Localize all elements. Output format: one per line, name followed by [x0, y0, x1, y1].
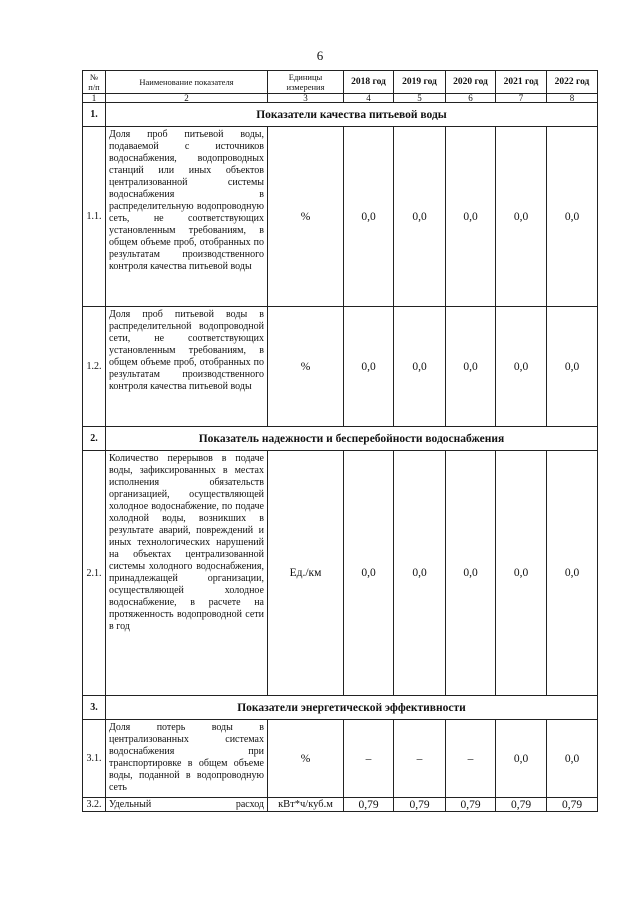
- value-cell: 0,0: [547, 307, 598, 427]
- section-row: [83, 427, 598, 451]
- section-number: 3.: [83, 696, 106, 720]
- table-row: [83, 798, 598, 812]
- page-number: 6: [316, 48, 324, 63]
- indicator-name: Доля проб питьевой воды, подаваемой с источников водоснабжения, водопроводных станций или иных объектов централизованной системы водоснабжения в распределительную водопроводную сеть, не соответствующих установленным требованиям, в общем объеме проб, отобранных по результатам производственного контроля качества питьевой воды: [106, 127, 268, 307]
- header-year: 2020 год: [446, 71, 496, 94]
- value-cell: 0,0: [394, 127, 446, 307]
- value-cell: 0,0: [446, 451, 496, 696]
- table-row: [83, 451, 598, 696]
- indicator-name: Количество перерывов в подаче воды, зафиксированных в местах исполнения обязательств организацией, осуществляющей холодное водоснабжение, по подаче холодной воды, возникших в результате аварий, повреждений и иных технологических нарушений на объектах централизованной системы холодного водоснабжения, принадлежащей организации, осуществляющей холодное водоснабжение, в расчете на протяженность водопроводной сети в год: [106, 451, 268, 696]
- value-cell: 0,79: [547, 798, 598, 812]
- indicator-name: Удельный расход: [106, 798, 268, 812]
- unit-cell: кВт*ч/куб.м: [268, 798, 344, 812]
- header-year: 2022 год: [547, 71, 598, 94]
- value-cell: 0,79: [446, 798, 496, 812]
- value-cell: 0,79: [344, 798, 394, 812]
- value-cell: 0,0: [496, 307, 547, 427]
- section-number: 1.: [83, 103, 106, 127]
- table-row: [83, 307, 598, 427]
- indicator-name: Доля потерь воды в централизованных системах водоснабжения при транспортировке в общем объеме воды, поданной в водопроводную сеть: [106, 720, 268, 798]
- column-number-row: [83, 94, 598, 103]
- header-unit: Единицы измерения: [268, 71, 344, 94]
- value-cell: –: [344, 720, 394, 798]
- value-cell: 0,0: [344, 451, 394, 696]
- section-row: [83, 103, 598, 127]
- column-number: 4: [344, 94, 394, 103]
- row-number: 3.2.: [83, 798, 106, 812]
- section-row: [83, 696, 598, 720]
- value-cell: 0,0: [547, 127, 598, 307]
- table-row: [83, 127, 598, 307]
- row-number: 3.1.: [83, 720, 106, 798]
- value-cell: 0,0: [496, 451, 547, 696]
- header-row: [83, 71, 598, 94]
- value-cell: 0,0: [344, 307, 394, 427]
- section-number: 2.: [83, 427, 106, 451]
- header-num: № п/п: [83, 71, 106, 94]
- value-cell: 0,0: [446, 127, 496, 307]
- column-number: 6: [446, 94, 496, 103]
- row-number: 1.1.: [83, 127, 106, 307]
- header-year: 2018 год: [344, 71, 394, 94]
- unit-cell: %: [268, 307, 344, 427]
- row-number: 1.2.: [83, 307, 106, 427]
- header-name: Наименование показателя: [106, 71, 268, 94]
- section-title: Показатель надежности и бесперебойности водоснабжения: [106, 427, 598, 451]
- value-cell: 0,0: [547, 451, 598, 696]
- value-cell: 0,0: [344, 127, 394, 307]
- value-cell: 0,79: [394, 798, 446, 812]
- value-cell: –: [446, 720, 496, 798]
- value-cell: 0,0: [394, 451, 446, 696]
- unit-cell: %: [268, 127, 344, 307]
- unit-cell: Ед./км: [268, 451, 344, 696]
- value-cell: 0,0: [446, 307, 496, 427]
- column-number: 1: [83, 94, 106, 103]
- column-number: 3: [268, 94, 344, 103]
- section-title: Показатели качества питьевой воды: [106, 103, 598, 127]
- value-cell: 0,0: [547, 720, 598, 798]
- header-year: 2019 год: [394, 71, 446, 94]
- column-number: 8: [547, 94, 598, 103]
- value-cell: 0,0: [496, 127, 547, 307]
- section-title: Показатели энергетической эффективности: [106, 696, 598, 720]
- indicators-table: [82, 70, 598, 812]
- indicator-name: Доля проб питьевой воды в распределительной водопроводной сети, не соответствующих установленным требованиям, в общем объеме проб, отобранных по результатам производственного контроля качества питьевой воды: [106, 307, 268, 427]
- column-number: 5: [394, 94, 446, 103]
- row-number: 2.1.: [83, 451, 106, 696]
- header-year: 2021 год: [496, 71, 547, 94]
- unit-cell: %: [268, 720, 344, 798]
- value-cell: 0,79: [496, 798, 547, 812]
- table-row: [83, 720, 598, 798]
- value-cell: –: [394, 720, 446, 798]
- value-cell: 0,0: [496, 720, 547, 798]
- column-number: 7: [496, 94, 547, 103]
- value-cell: 0,0: [394, 307, 446, 427]
- column-number: 2: [106, 94, 268, 103]
